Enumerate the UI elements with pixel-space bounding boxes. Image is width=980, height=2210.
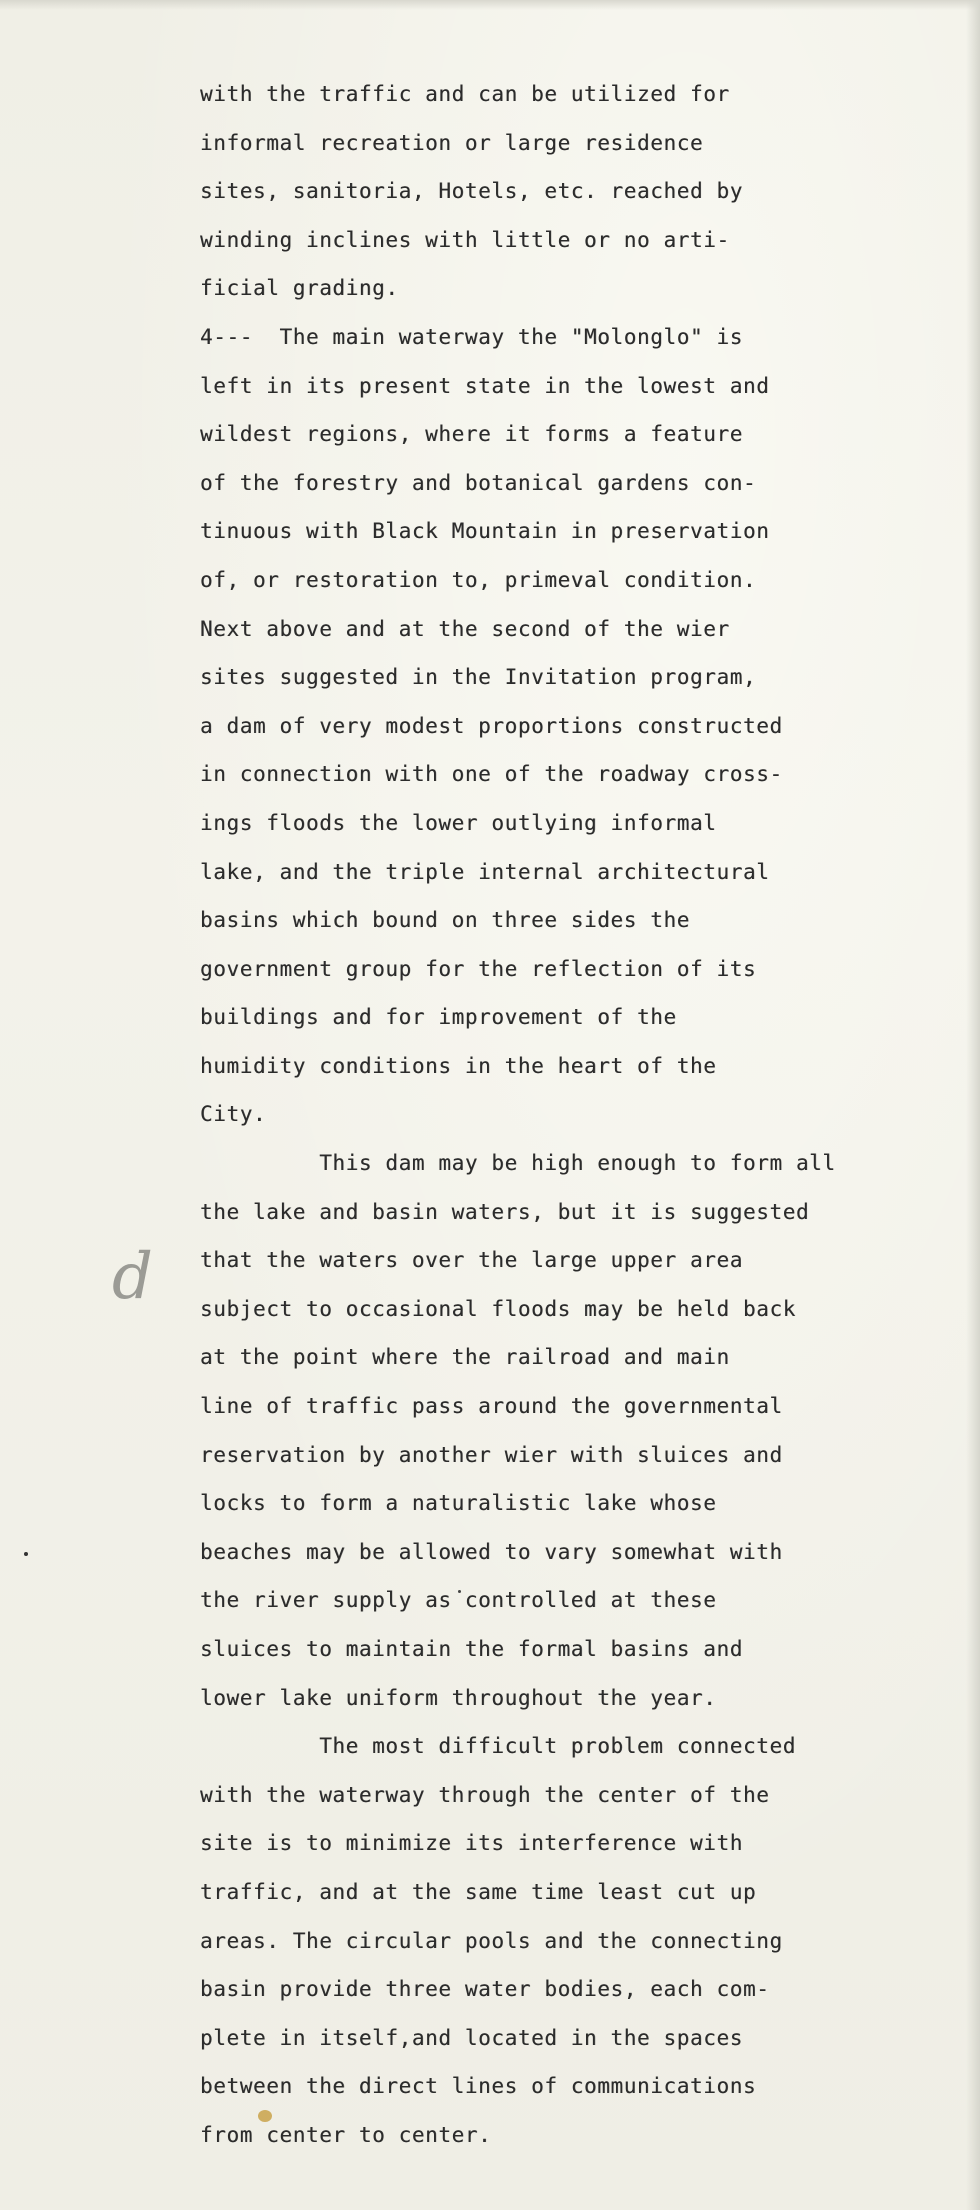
text-line: traffic, and at the same time least cut up xyxy=(200,1879,757,1904)
text-line: with the traffic and can be utilized for xyxy=(200,82,730,106)
text-line: that the waters over the large upper area xyxy=(200,1248,743,1273)
margin-annotation: d xyxy=(112,1240,153,1314)
ink-speck xyxy=(24,1552,28,1556)
text-line: sluices to maintain the formal basins and xyxy=(200,1637,743,1661)
text-line: tinuous with Black Mountain in preservation xyxy=(200,519,770,544)
text-line: wildest regions, where it forms a feature xyxy=(200,422,743,447)
text-line: lake, and the triple internal architectural xyxy=(200,859,770,884)
text-line: ficial grading. xyxy=(200,276,399,301)
text-line: of, or restoration to, primeval condition. xyxy=(200,567,757,592)
text-line: plete in itself,and located in the spaces xyxy=(200,2025,743,2050)
text-line: Next above and at the second of the wier xyxy=(200,616,730,641)
text-line: buildings and for improvement of the xyxy=(200,1005,677,1030)
text-line: site is to minimize its interference with xyxy=(200,1831,743,1856)
text-line: winding inclines with little or no arti- xyxy=(200,227,730,252)
text-line: humidity conditions in the heart of the xyxy=(200,1053,717,1078)
text-line: reservation by another wier with sluices and xyxy=(200,1442,783,1467)
text-line: between the direct lines of communications xyxy=(200,2074,757,2099)
text-line: the river supply as controlled at these xyxy=(200,1588,717,1613)
text-line: informal recreation or large residence xyxy=(200,130,704,155)
text-line: beaches may be allowed to vary somewhat with xyxy=(200,1539,783,1564)
text-line: with the waterway through the center of the xyxy=(200,1782,770,1807)
text-line: of the forestry and botanical gardens con- xyxy=(200,470,757,495)
text-line: City. xyxy=(200,1102,267,1127)
page-top-edge xyxy=(0,0,980,10)
text-line: the lake and basin waters, but it is suggested xyxy=(200,1199,810,1224)
text-line: subject to occasional floods may be held back xyxy=(200,1296,796,1321)
text-line: ings floods the lower outlying informal xyxy=(200,810,717,835)
text-line: government group for the reflection of its xyxy=(200,956,757,981)
text-line: basin provide three water bodies, each com- xyxy=(200,1977,770,2002)
text-line: sites, sanitoria, Hotels, etc. reached by xyxy=(200,179,743,204)
typed-text-body xyxy=(200,70,900,2160)
text-line: at the point where the railroad and main xyxy=(200,1345,730,1370)
text-line: areas. The circular pools and the connecting xyxy=(200,1928,783,1953)
page-right-edge xyxy=(966,0,980,2210)
text-line: a dam of very modest proportions constructed xyxy=(200,713,783,738)
text-line: line of traffic pass around the governmental xyxy=(200,1394,783,1419)
text-line: lower lake uniform throughout the year. xyxy=(200,1685,717,1710)
text-line: This dam may be high enough to form all xyxy=(200,1151,836,1176)
text-line: sites suggested in the Invitation program, xyxy=(200,665,757,690)
text-line: in connection with one of the roadway cross- xyxy=(200,762,783,787)
text-line: The most difficult problem connected xyxy=(200,1734,796,1759)
text-line: locks to form a naturalistic lake whose xyxy=(200,1491,717,1516)
text-line: left in its present state in the lowest and xyxy=(200,373,770,398)
text-line: from center to center. xyxy=(200,2122,492,2147)
text-line: 4--- The main waterway the "Molonglo" is xyxy=(200,324,743,349)
text-line: basins which bound on three sides the xyxy=(200,908,690,933)
